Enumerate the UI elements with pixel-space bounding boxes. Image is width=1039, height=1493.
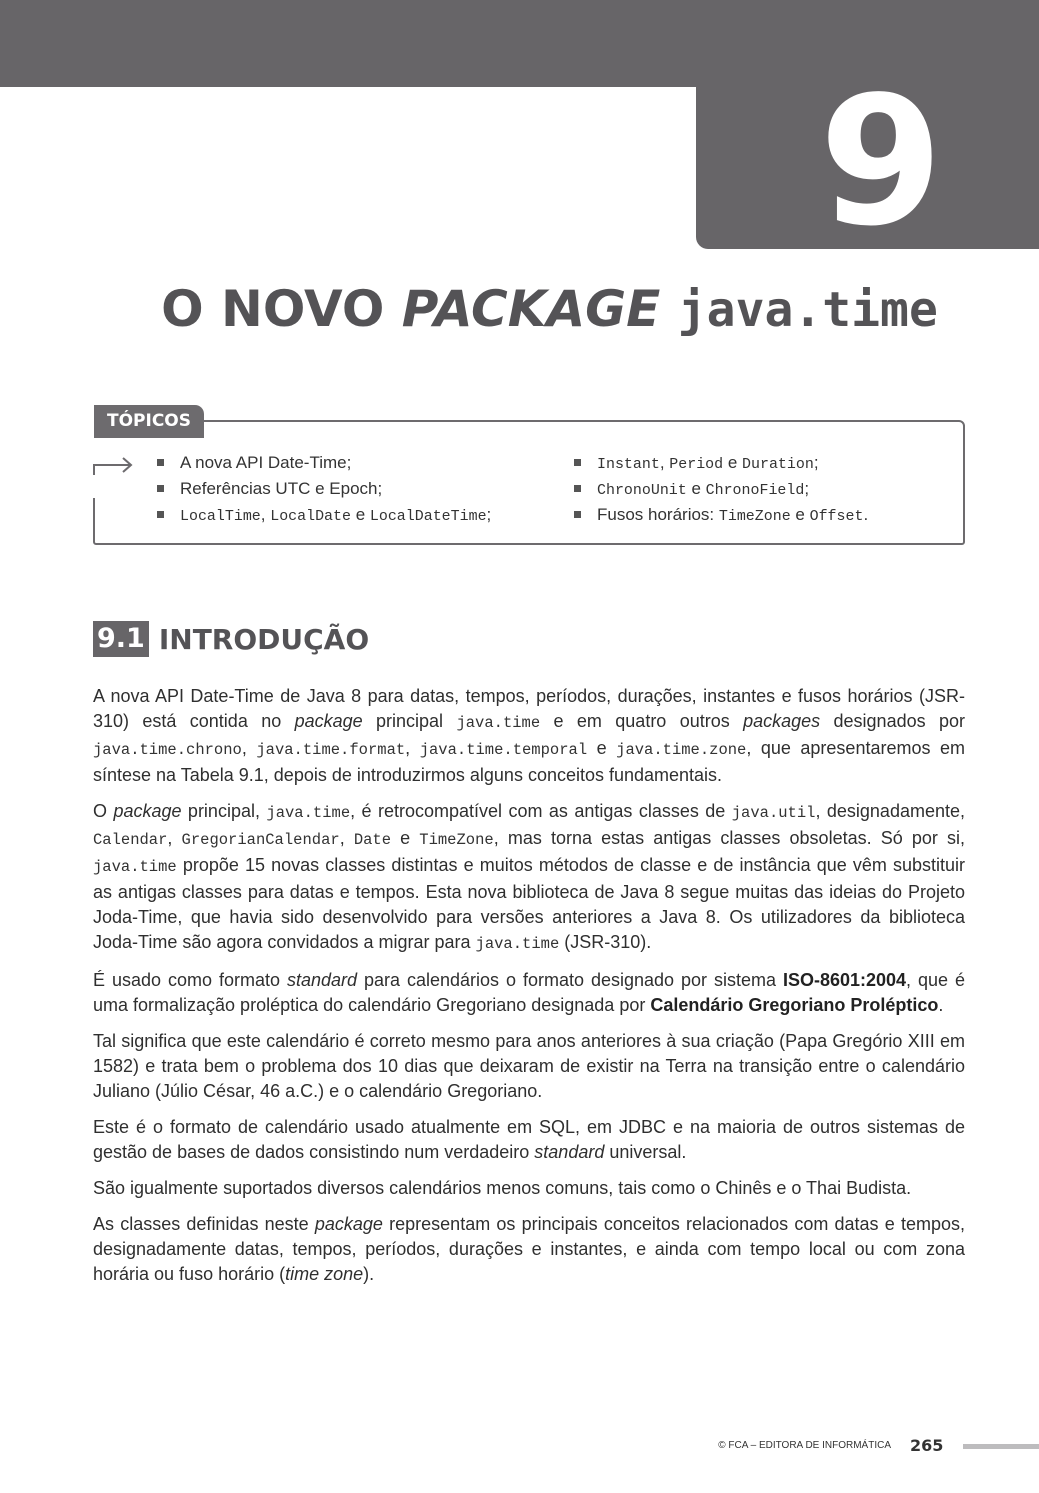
text: para calendários o formato designado por sistema <box>357 970 783 990</box>
text: propõe 15 novas classes distintas e muitos métodos de classe e de instância que vêm substituir as antigas classes para datas e tempos. Esta nova biblioteca de Java 8 segue muitas das ideias do Projeto Joda-Time, que havia sido desenvolvido para versões anteriores a Java 8. Os utilizadores da biblioteca Joda-Time são agora convidados a migrar para <box>93 855 965 952</box>
code: ChronoUnit <box>597 483 687 499</box>
code: java.time <box>475 935 560 953</box>
text: universal. <box>604 1142 687 1162</box>
code: LocalDate <box>270 509 351 525</box>
text: e <box>790 505 810 524</box>
text: Fusos horários: <box>597 505 719 524</box>
text: O <box>93 801 114 821</box>
arrow-right-icon <box>93 453 138 477</box>
code: Calendar <box>93 831 168 849</box>
topic-item <box>155 504 491 530</box>
text: (JSR-310). <box>559 932 652 952</box>
paragraph <box>93 1212 965 1287</box>
text: ; <box>486 505 492 524</box>
code: java.util <box>731 804 816 822</box>
text: . <box>938 995 944 1015</box>
text: e <box>391 828 420 848</box>
text: principal, <box>181 801 267 821</box>
code: Period <box>669 457 724 473</box>
footer-bar <box>963 1444 1039 1449</box>
chapter-number: 9 <box>819 58 939 265</box>
paragraph <box>93 799 965 957</box>
italic-text: standard <box>534 1142 605 1162</box>
code: java.time.format <box>256 741 406 759</box>
code: java.time.chrono <box>93 741 242 759</box>
page-footer <box>0 1436 1039 1456</box>
topic-item <box>572 452 868 478</box>
text: , que apresentaremos em síntese na Tabela 9.1, depois de introduzirmos alguns conceitos fundamentais. <box>93 738 965 785</box>
page-number: 265 <box>910 1436 944 1455</box>
section-heading <box>93 619 369 659</box>
code: java.time.zone <box>616 741 747 759</box>
italic-text: package <box>113 801 182 821</box>
text: As classes definidas neste <box>93 1214 315 1234</box>
text: , designadamente, <box>815 801 965 821</box>
text: principal <box>362 711 457 731</box>
paragraph: São igualmente suportados diversos calendários menos comuns, tais como o Chinês e o Thai Budista. <box>93 1178 912 1198</box>
text: e <box>587 738 617 758</box>
topics-list-right <box>572 452 868 530</box>
chapter-number-box <box>696 58 1039 265</box>
text: ). <box>363 1264 375 1284</box>
code: TimeZone <box>718 509 791 525</box>
paragraph: Tal significa que este calendário é correto mesmo para anos anteriores à sua criação (Papa Gregório XIII em 1582) e trata bem o problema dos 10 dias que deixaram de existir na Terra na transição entre o calendário Juliano (Júlio César, 46 a.C.) e o calendário Gregoriano. <box>93 1031 965 1101</box>
code: Instant <box>597 457 660 473</box>
topic-item: Referências UTC e Epoch; <box>155 478 491 504</box>
topic-item <box>572 478 868 504</box>
code: TimeZone <box>419 831 494 849</box>
text: e em quatro outros <box>540 711 744 731</box>
text: Este é o formato de calendário usado atualmente em SQL, em JDBC e na maioria de outros sistemas de gestão de bases de dados consistindo num verdadeiro <box>93 1117 965 1162</box>
italic-text: time zone <box>285 1264 364 1284</box>
paragraph <box>93 968 965 1018</box>
text: e <box>723 453 743 472</box>
bold-text: Calendário Gregoriano Proléptico <box>650 995 939 1015</box>
text: , <box>339 828 354 848</box>
text: , mas torna estas antigas classes obsoletas. Só por si, <box>493 828 965 848</box>
topic-item: A nova API Date-Time; <box>155 452 491 478</box>
text: ; <box>813 453 819 472</box>
code: java.time <box>266 804 351 822</box>
italic-text: package <box>314 1214 383 1234</box>
code: GregorianCalendar <box>181 831 340 849</box>
paragraph <box>93 684 965 788</box>
text: , <box>167 828 182 848</box>
text: designados por <box>820 711 965 731</box>
italic-text: packages <box>743 711 821 731</box>
chapter-title-text: O NOVO <box>161 280 402 338</box>
text: , é retrocompatível com as antigas classes de <box>350 801 732 821</box>
topic-item <box>572 504 868 530</box>
code: java.time <box>93 858 177 876</box>
code: java.time.temporal <box>419 741 588 759</box>
text: . <box>863 505 869 524</box>
code: Date <box>353 831 392 849</box>
text: , <box>405 738 420 758</box>
topics-list-left <box>155 452 491 530</box>
section-number: 9.1 <box>93 621 149 657</box>
text: e <box>350 505 370 524</box>
text: A nova API Date-Time de Java 8 para datas, tempos, períodos, durações, instantes e fusos horários (JSR-310) está contida no <box>93 686 965 731</box>
text: representam os principais conceitos relacionados com datas e tempos, designadamente datas, tempos, períodos, durações e instantes, e ainda com tempo local ou com zona horária ou fuso horário ( <box>93 1214 965 1284</box>
text: , <box>659 453 670 472</box>
chapter-title <box>0 282 1039 337</box>
body-text <box>93 684 965 1298</box>
section-title: INTRODUÇÃO <box>158 622 370 656</box>
text: e <box>686 479 706 498</box>
chapter-title-italic: PACKAGE <box>401 280 661 338</box>
code: ChronoField <box>705 483 805 499</box>
text: É usado como formato <box>93 970 287 990</box>
paragraph <box>93 1115 965 1165</box>
topics-label: TÓPICOS <box>94 405 204 438</box>
italic-text: standard <box>286 970 358 990</box>
italic-text: package <box>294 711 363 731</box>
chapter-title-code: java.time <box>677 282 938 338</box>
text: ; <box>804 479 810 498</box>
text: , <box>241 738 257 758</box>
code: java.time <box>456 714 541 732</box>
bold-text: ISO-8601:2004 <box>782 970 907 990</box>
publisher-credit: © FCA – EDITORA DE INFORMÁTICA <box>718 1440 891 1451</box>
code: Duration <box>742 457 814 473</box>
code: Offset <box>809 509 864 525</box>
text: , que é uma formalização proléptica do calendário Gregoriano designada por <box>93 970 966 1015</box>
code: LocalDateTime <box>369 509 487 525</box>
text: , <box>260 505 271 524</box>
code: LocalTime <box>180 509 261 525</box>
